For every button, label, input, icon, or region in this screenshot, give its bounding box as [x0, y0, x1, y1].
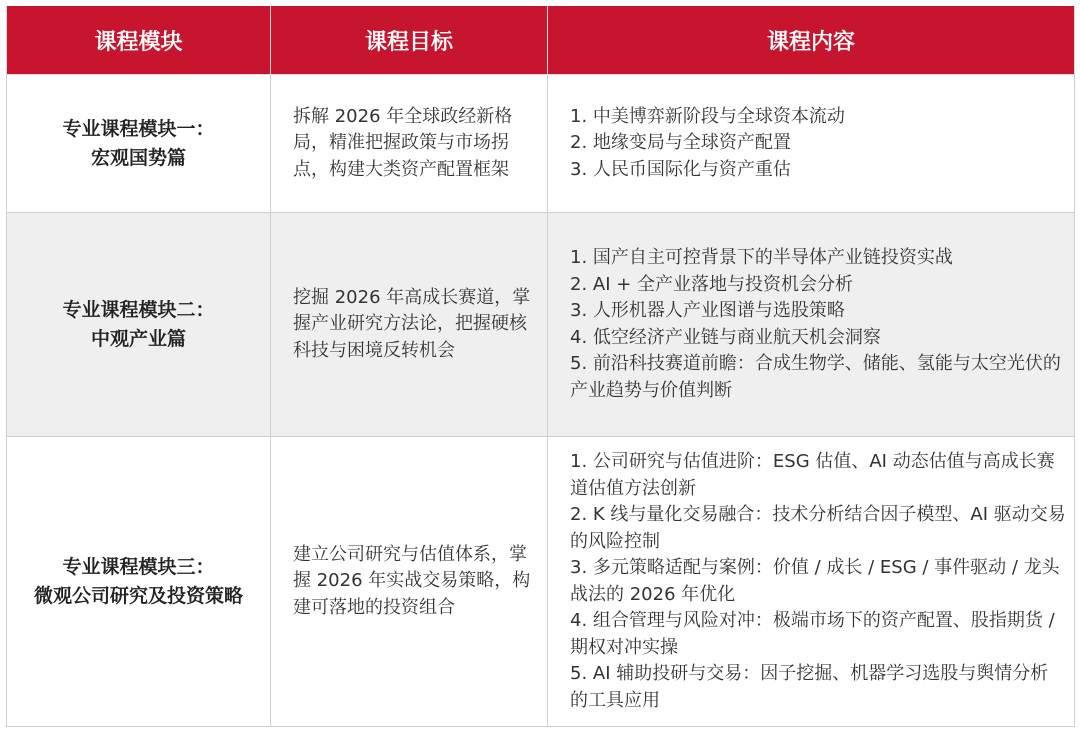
content-item: 2. 地缘变局与全球资产配置 [570, 132, 791, 154]
module-name-line2: 微观公司研究及投资策略 [33, 584, 243, 607]
content-item: 4. 低空经济产业链与商业航天机会洞察 [570, 326, 881, 348]
module-cell [7, 437, 271, 727]
content-item: 1. 国产自主可控背景下的半导体产业链投资实战 [570, 247, 953, 268]
header-module: 课程模块 [7, 6, 271, 75]
content-item: 1. 公司研究与估值进阶：ESG 估值、AI 动态估值与高成长赛道估值方法创新 [570, 451, 1055, 499]
module-name-line1: 专业课程模块二： [62, 298, 215, 321]
content-item: 3. 人民币国际化与资产重估 [570, 158, 791, 180]
table-row [7, 75, 1075, 213]
header-goal: 课程目标 [271, 6, 548, 75]
module-name-line2: 中观产业篇 [90, 327, 186, 350]
module-name-line1: 专业课程模块一： [62, 117, 215, 140]
content-item: 5. 前沿科技赛道前瞻：合成生物学、储能、氢能与太空光伏的产业趋势与价值判断 [570, 353, 1061, 401]
module-cell [7, 213, 271, 437]
content-item: 3. 人形机器人产业图谱与选股策略 [570, 300, 845, 321]
content-cell [548, 75, 1075, 213]
header-row [7, 6, 1075, 75]
content-item: 3. 多元策略适配与案例：价值 / 成长 / ESG / 事件驱动 / 龙头战法的 2026 年优化 [570, 557, 1060, 605]
content-item: 2. AI + 全产业落地与投资机会分析 [570, 273, 854, 295]
content-cell [548, 437, 1075, 727]
content-item: 1. 中美博弈新阶段与全球资本流动 [570, 105, 845, 127]
course-table [6, 6, 1075, 727]
header-content: 课程内容 [548, 6, 1075, 75]
module-name-line2: 宏观国势篇 [90, 146, 186, 169]
content-item: 2. K 线与量化交易融合：技术分析结合因子模型、AI 驱动交易的风险控制 [570, 504, 1066, 552]
table-row [7, 213, 1075, 437]
goal-cell: 建立公司研究与估值体系，掌握 2026 年实战交易策略，构建可落地的投资组合 [271, 437, 548, 727]
module-cell [7, 75, 271, 213]
module-name-line1: 专业课程模块三： [62, 555, 215, 578]
content-cell [548, 213, 1075, 437]
content-item: 5. AI 辅助投研与交易：因子挖掘、机器学习选股与舆情分析的工具应用 [570, 663, 1049, 711]
table-row [7, 437, 1075, 727]
goal-cell: 拆解 2026 年全球政经新格局，精准把握政策与市场拐点，构建大类资产配置框架 [271, 75, 548, 213]
goal-cell: 挖掘 2026 年高成长赛道，掌握产业研究方法论，把握硬核科技与困境反转机会 [271, 213, 548, 437]
content-item: 4. 组合管理与风险对冲：极端市场下的资产配置、股指期货 / 期权对冲实操 [570, 610, 1055, 658]
